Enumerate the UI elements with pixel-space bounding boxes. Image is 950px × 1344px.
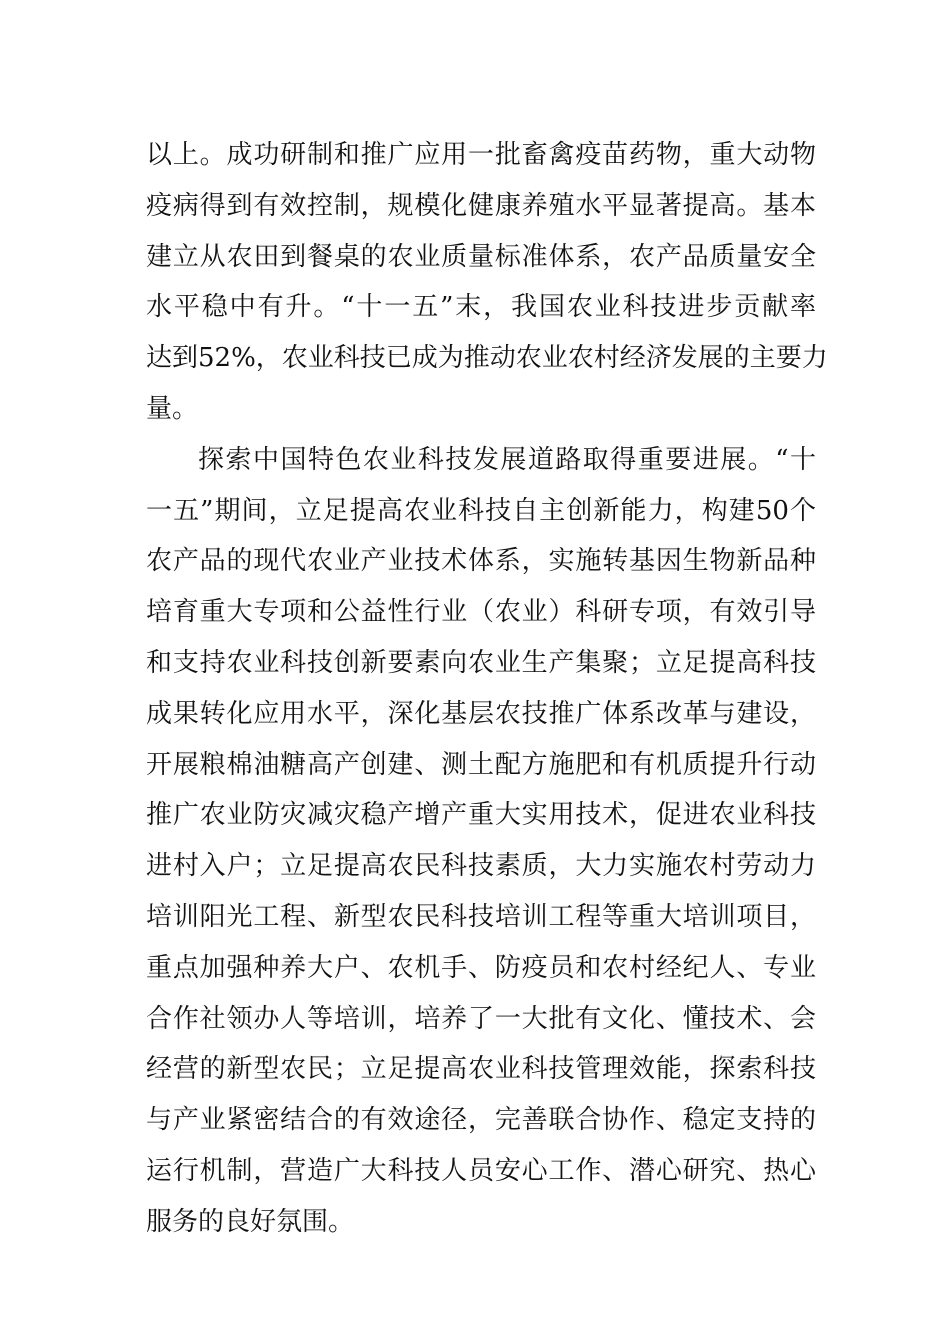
text-line: 推广农业防灾减灾稳产增产重大实用技术，促进农业科技 <box>146 800 816 831</box>
text-line: 量。 <box>146 393 199 424</box>
text-line: 成果转化应用水平，深化基层农技推广体系改革与建设， <box>146 698 816 729</box>
text-line: 经营的新型农民；立足提高农业科技管理效能，探索科技 <box>146 1054 816 1085</box>
text-line: 重点加强种养大户、农机手、防疫员和农村经纪人、专业 <box>146 952 816 983</box>
text-line: 服务的良好氛围。 <box>146 1206 355 1237</box>
paragraph-first-line: 探索中国特色农业科技发展道路取得重要进展。“十 <box>198 444 816 475</box>
text-line: 和支持农业科技创新要素向农业生产集聚；立足提高科技 <box>146 647 816 678</box>
text-line: 进村入户；立足提高农民科技素质，大力实施农村劳动力 <box>146 851 816 882</box>
document-body <box>146 130 828 1248</box>
text-line: 疫病得到有效控制，规模化健康养殖水平显著提高。基本 <box>146 190 816 221</box>
text-line: 培训阳光工程、新型农民科技培训工程等重大培训项目， <box>146 901 816 932</box>
text-line: 与产业紧密结合的有效途径，完善联合协作、稳定支持的 <box>146 1105 816 1136</box>
text-line: 运行机制，营造广大科技人员安心工作、潜心研究、热心 <box>146 1155 816 1186</box>
text-line: 达到52%，农业科技已成为推动农业农村经济发展的主要力 <box>146 343 828 374</box>
text-line: 合作社领办人等培训，培养了一大批有文化、懂技术、会 <box>146 1003 816 1034</box>
text-line: 培育重大专项和公益性行业（农业）科研专项，有效引导 <box>146 597 816 628</box>
text-line: 一五”期间，立足提高农业科技自主创新能力，构建50个 <box>146 495 816 526</box>
text-line: 农产品的现代农业产业技术体系，实施转基因生物新品种 <box>146 546 816 577</box>
text-line: 水平稳中有升。“十一五”末，我国农业科技进步贡献率 <box>146 292 816 323</box>
text-line: 以上。成功研制和推广应用一批畜禽疫苗药物，重大动物 <box>146 140 816 170</box>
text-line: 开展粮棉油糖高产创建、测土配方施肥和有机质提升行动 <box>146 749 816 780</box>
text-line: 建立从农田到餐桌的农业质量标准体系，农产品质量安全 <box>146 241 816 272</box>
